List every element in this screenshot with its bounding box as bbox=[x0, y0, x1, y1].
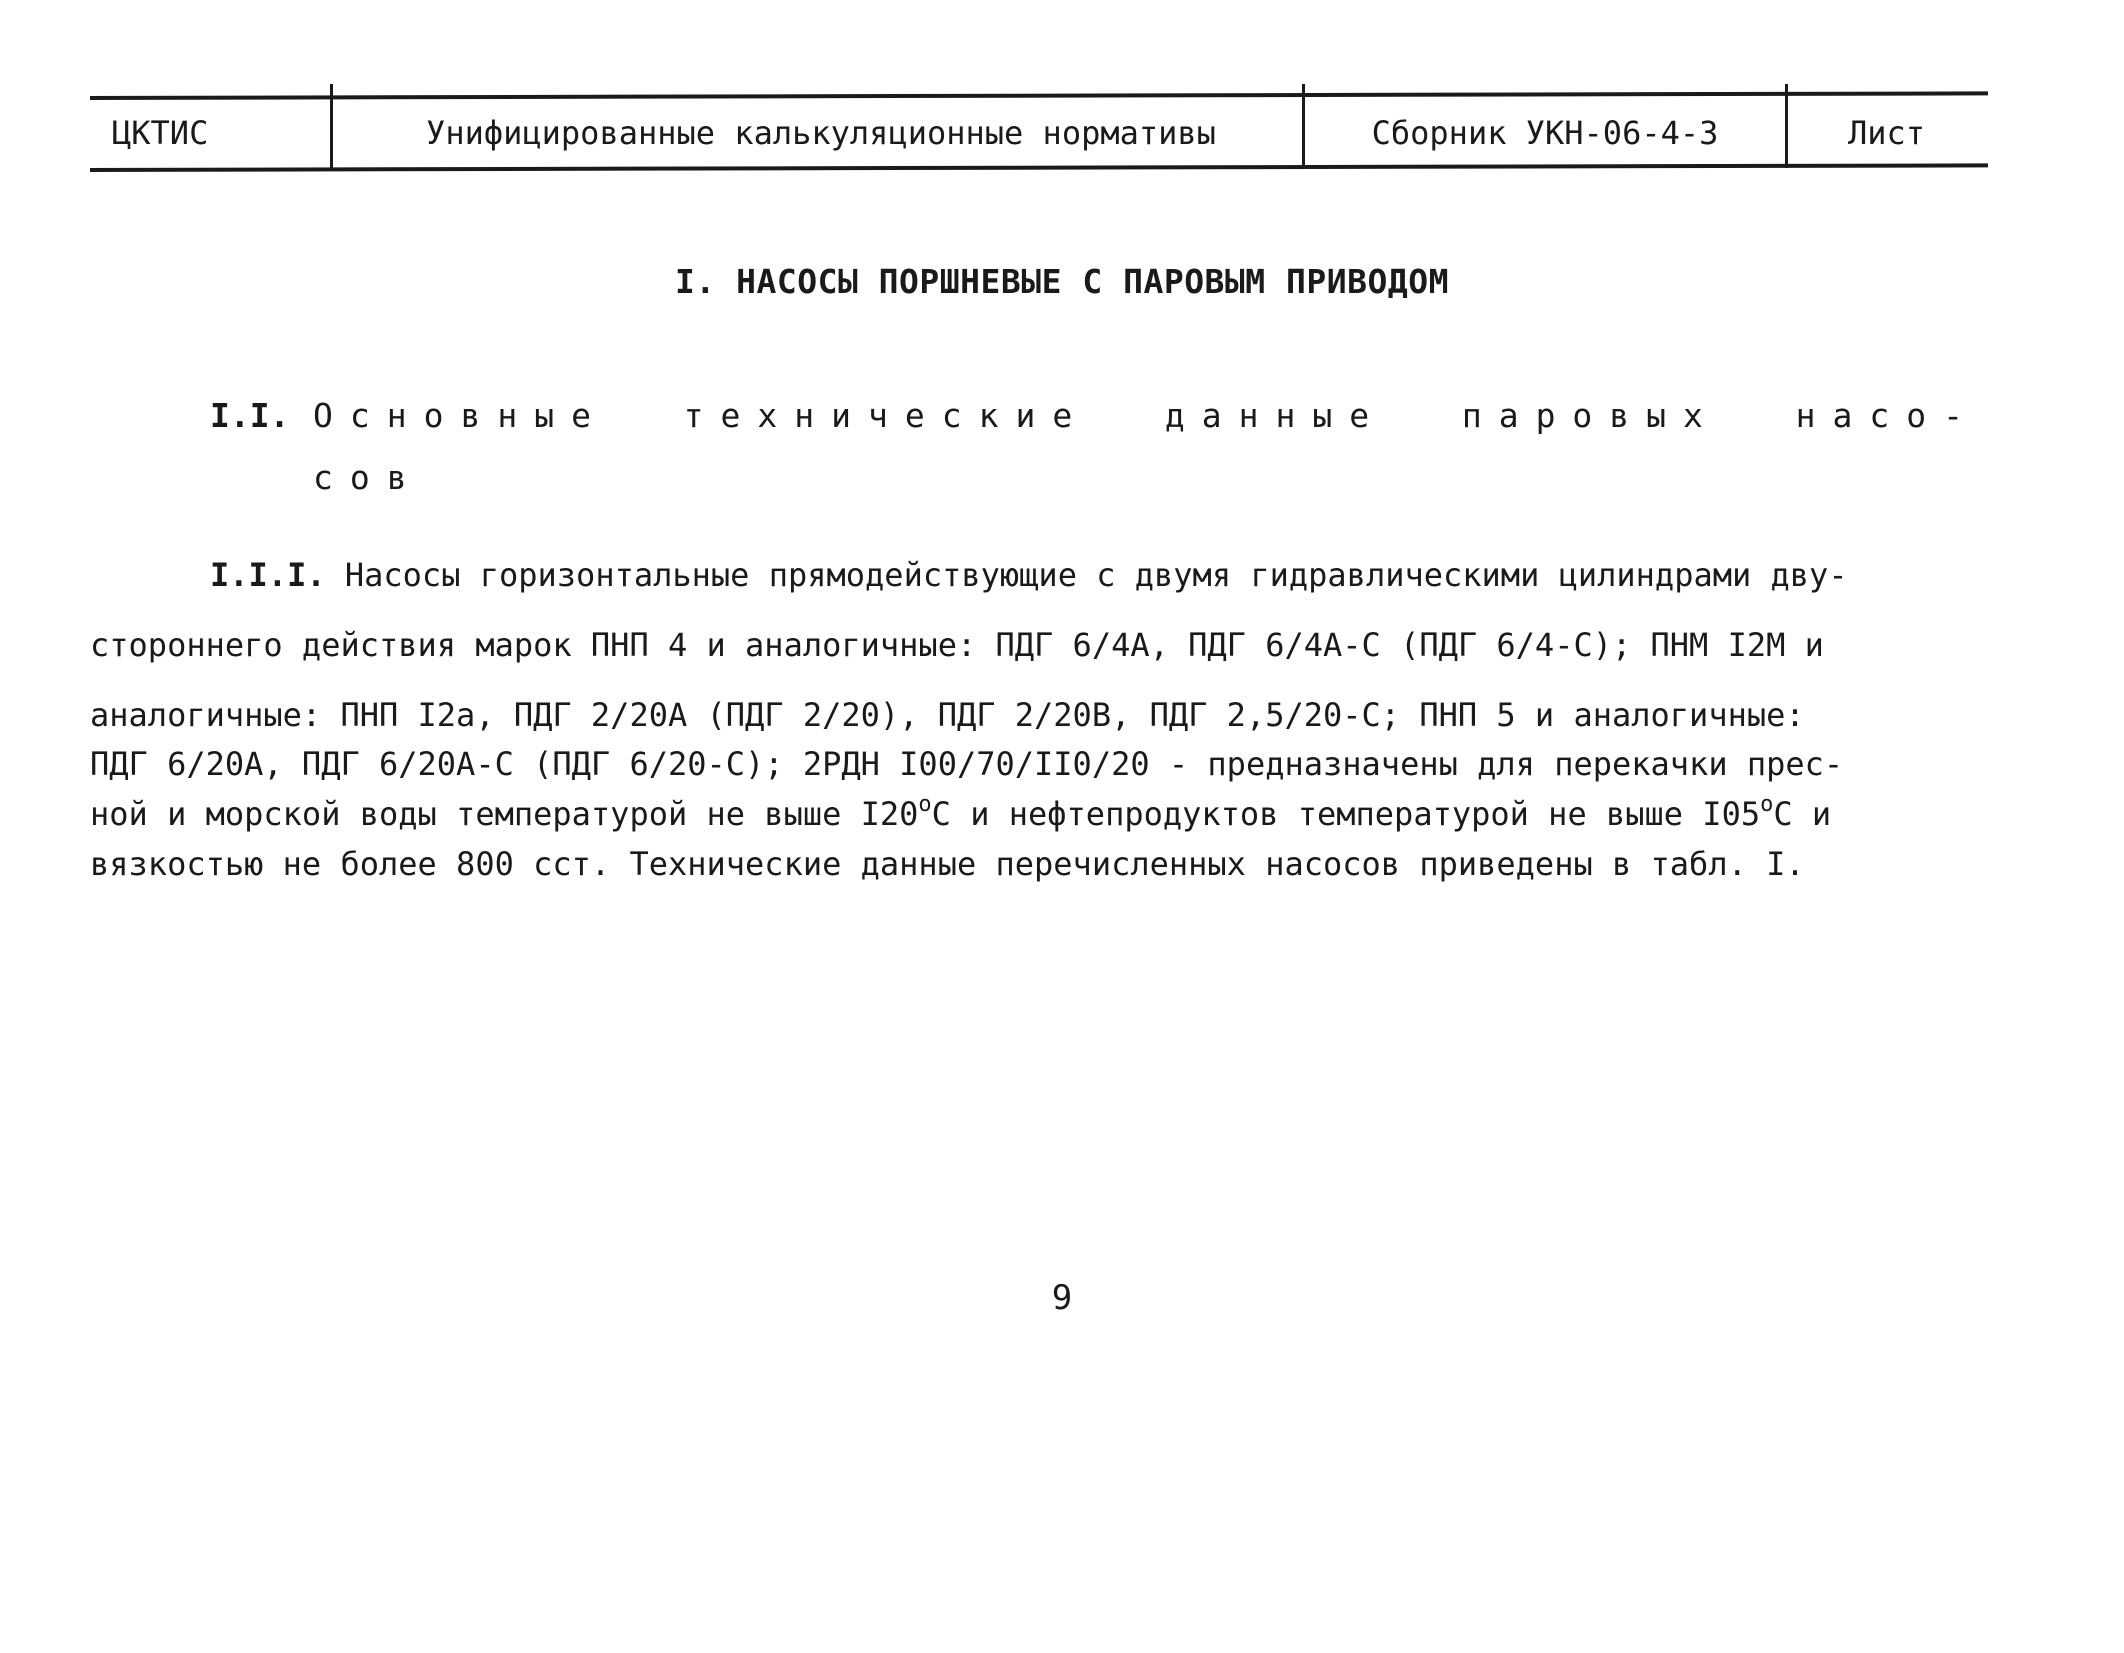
subsection-number: I.I. bbox=[210, 396, 290, 435]
subsection-title-line2: сов bbox=[313, 458, 424, 497]
paragraph-number: I.I.I. bbox=[210, 556, 326, 594]
subsection-title-word: насо- bbox=[1795, 396, 1980, 435]
paragraph-text: ной и морской воды температурой не выше I20 bbox=[90, 795, 919, 833]
paragraph-line bbox=[210, 556, 1990, 594]
section-title: I. НАСОСЫ ПОРШНЕВЫЕ С ПАРОВЫМ ПРИВОДОМ bbox=[675, 262, 1449, 301]
paragraph-line bbox=[90, 792, 1990, 833]
subsection-title-word: технические bbox=[683, 396, 1090, 435]
paragraph-text: С и нефтепродуктов температурой не выше I05 bbox=[931, 795, 1761, 833]
subsection-title-line1 bbox=[313, 396, 1980, 435]
header-collection: Сборник УКН-06-4-3 bbox=[1371, 114, 1719, 152]
page-number: 9 bbox=[1051, 1278, 1073, 1318]
header-document-title: Унифицированные калькуляционные нормативы bbox=[426, 114, 1216, 152]
subsection-title-word: паровых bbox=[1461, 396, 1720, 435]
paragraph-text: Насосы горизонтальные прямодействующие с двумя гидравлическими цилиндрами дву- bbox=[344, 556, 1848, 594]
header-sheet-label: Лист bbox=[1847, 114, 1926, 152]
subsection-title-word: данные bbox=[1164, 396, 1387, 435]
paragraph-line: аналогичные: ПНП I2а, ПДГ 2/20А (ПДГ 2/20), ПДГ 2/20В, ПДГ 2,5/20-С; ПНП 5 и аналогичные: bbox=[90, 696, 1805, 734]
subsection-title-word: Основные bbox=[313, 396, 608, 435]
header-organization: ЦКТИС bbox=[112, 114, 209, 152]
document-header bbox=[90, 76, 1988, 178]
degree-sign: о bbox=[1760, 792, 1774, 817]
paragraph-line: вязкостью не более 800 сст. Технические данные перечисленных насосов приведены в табл. I. bbox=[90, 845, 1805, 883]
paragraph-line: ПДГ 6/20А, ПДГ 6/20А-С (ПДГ 6/20-С); 2РДН I00/70/II0/20 - предназначены для перекачки прес- bbox=[90, 745, 1844, 783]
paragraph-line: стороннего действия марок ПНП 4 и аналогичные: ПДГ 6/4А, ПДГ 6/4А-С (ПДГ 6/4-С); ПНМ I2М и bbox=[90, 626, 1824, 664]
paragraph-text: С и bbox=[1773, 795, 1832, 833]
degree-sign: о bbox=[918, 792, 932, 817]
